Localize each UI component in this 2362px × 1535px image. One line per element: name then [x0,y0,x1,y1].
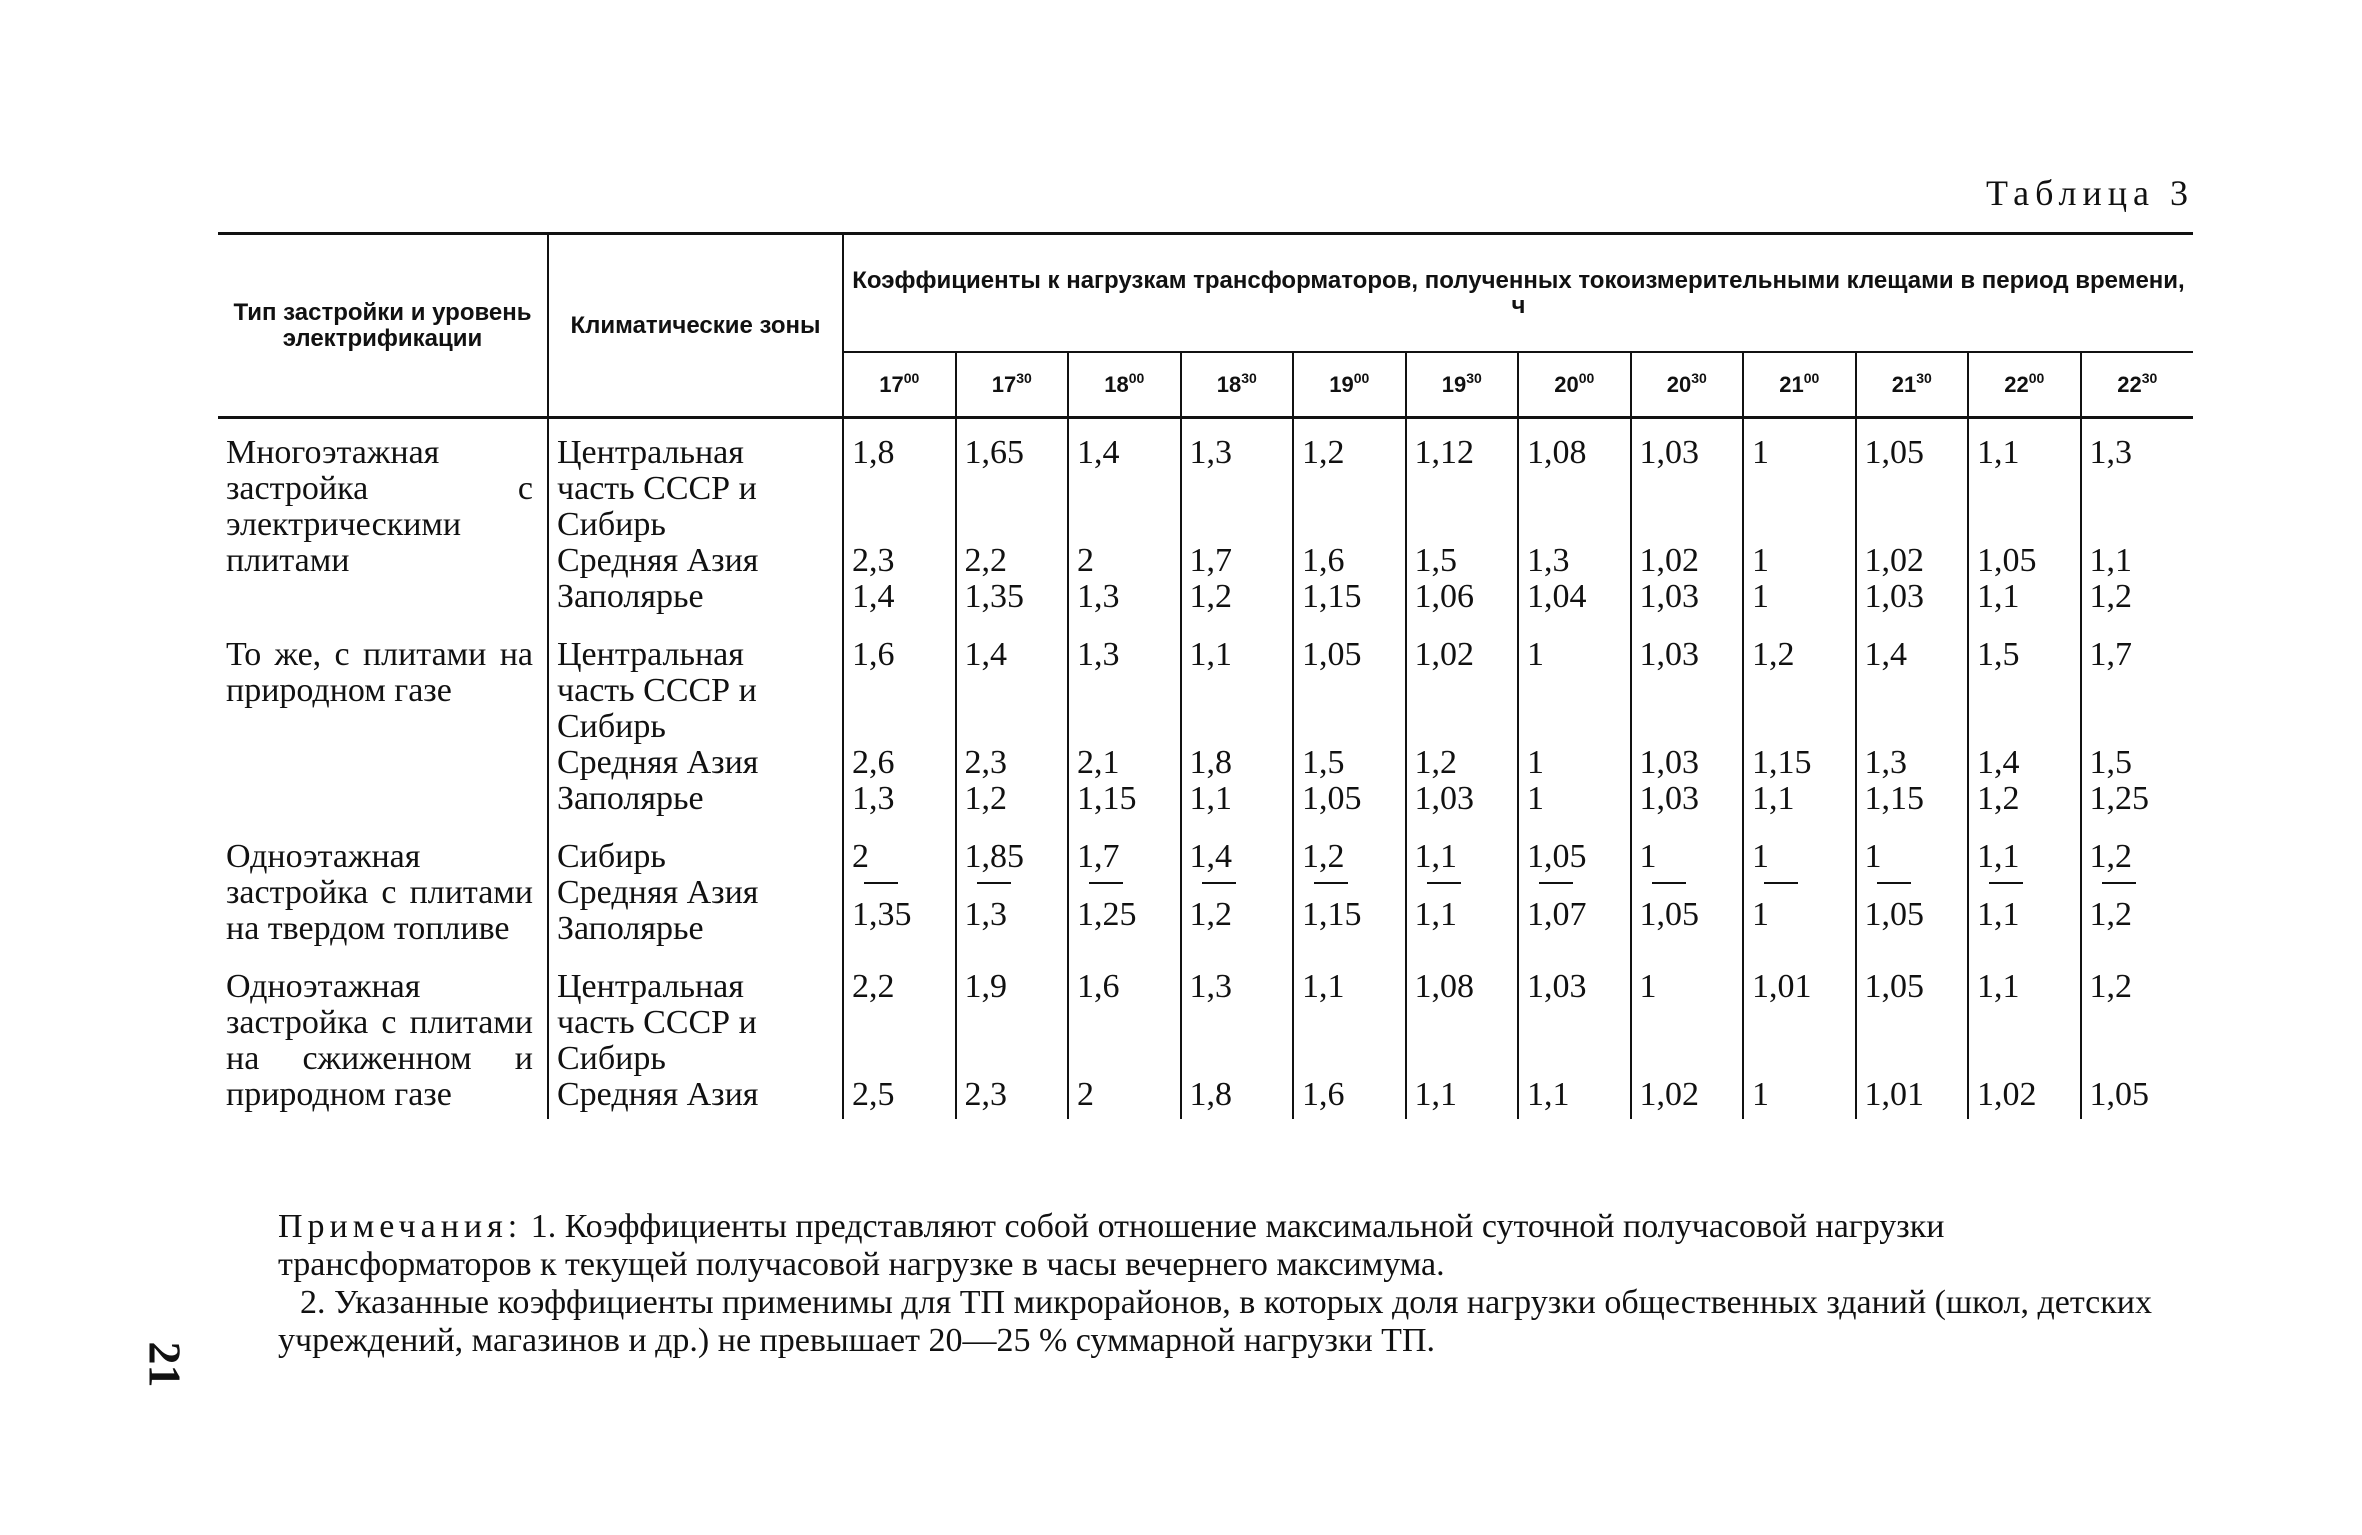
coefficient-value: 1,2 [2089,968,2132,1005]
coefficient-value: 1,1 [1414,838,1457,875]
coefficient-value: 1,12 [1414,434,1474,471]
coefficient-cell [956,418,1069,622]
dash-mark [1202,882,1236,884]
zone-label: Средняя Азия [557,542,759,579]
coefficient-cell [2081,823,2194,953]
minute-value: 00 [1578,369,1595,386]
coefficient-value: 1,1 [2089,542,2132,579]
coefficient-value: 1,6 [852,636,895,673]
coefficient-value: 1,3 [1189,434,1232,471]
header-hour-2000 [1518,352,1631,418]
coefficient-cell [1181,823,1294,953]
coefficient-value: 1,05 [1977,542,2037,579]
minute-value: 30 [1691,369,1707,386]
coefficient-value: 1,05 [2089,1076,2149,1113]
coefficient-value: 1 [1527,744,1544,781]
header-hour-2130 [1856,352,1969,418]
hour-value: 17 [879,371,904,397]
coefficient-value: 1,1 [1977,838,2020,875]
coefficient-value: 1,2 [2089,578,2132,615]
header-hour-2030 [1631,352,1744,418]
zone-label: Центральная часть СССР и Сибирь [557,636,757,745]
coefficient-cell [1406,953,1519,1119]
coefficient-value: 1,6 [1302,542,1345,579]
coefficient-value: 1,8 [1189,744,1232,781]
dash-mark [1539,882,1573,884]
coefficient-value: 1,1 [1189,780,1232,817]
zone-label: Центральная часть СССР и Сибирь [557,434,757,543]
coefficient-value: 1,3 [1189,968,1232,1005]
coefficient-cell [1068,823,1181,953]
zone-label: Сибирь [557,838,666,875]
coefficient-value: 1,08 [1414,968,1474,1005]
hour-value: 18 [1104,371,1129,397]
coefficient-value: 1,3 [852,780,895,817]
dash-mark [1089,882,1123,884]
coefficient-value: 1,4 [852,578,895,615]
coefficient-cell [843,953,956,1119]
minute-value: 00 [1803,369,1820,386]
header-building-type: Тип застройки и уровень электрификации [218,234,548,418]
coefficient-value: 1,03 [1864,578,1924,615]
coefficient-value: 1,35 [964,578,1024,615]
coefficient-value: 1,5 [2089,744,2132,781]
coefficient-value: 1,1 [1414,896,1457,933]
coefficient-cell [1743,953,1856,1119]
coefficient-cell [1518,418,1631,622]
coefficient-value: 1,15 [1302,578,1362,615]
note-1-text: 1. Коэффициенты представляют собой отношение максимальной суточной получасовой нагрузки трансформаторов к текущей получасовой нагрузке в часы вечернего максимума. [278,1208,1945,1283]
coefficient-value: 1,03 [1527,968,1587,1005]
coefficient-value: 1,9 [964,968,1007,1005]
coefficient-cell [1856,823,1969,953]
coefficient-cell [1406,621,1519,823]
coefficient-value: 1,03 [1639,636,1699,673]
zone-label: Средняя Азия [557,874,759,911]
header-hour-2200 [1968,352,2081,418]
dash-mark [864,882,898,884]
coefficient-value: 1,3 [1527,542,1570,579]
coefficient-value: 1,1 [1414,1076,1457,1113]
coefficients-table [218,232,2193,1119]
building-type-cell: То же, с плитами на природном газе [226,636,533,709]
coefficient-cell [2081,418,2194,622]
coefficient-value: 1,03 [1639,780,1699,817]
coefficient-value: 1 [1527,780,1544,817]
building-type-cell: Многоэтажная застройка с электрическими плитами [226,434,533,579]
coefficient-value: 2 [1077,1076,1094,1113]
coefficient-cell [1856,418,1969,622]
minute-value: 30 [1241,369,1257,386]
coefficient-value: 1 [1752,1076,1769,1113]
coefficient-value: 1,4 [1077,434,1120,471]
coefficient-value: 2 [1077,542,1094,579]
table-row [218,953,2193,1119]
hour-value: 18 [1216,371,1242,397]
coefficient-cell [1743,418,1856,622]
header-hour-1800 [1068,352,1181,418]
coefficient-cell [1293,621,1406,823]
minute-value: 00 [2028,369,2045,386]
climate-zone-cell [548,418,843,622]
coefficient-cell [1068,953,1181,1119]
coefficient-value: 1 [1752,896,1769,933]
coefficient-cell [1181,418,1294,622]
table-body [218,418,2193,1120]
hour-value: 22 [2004,371,2029,397]
coefficient-value: 1,3 [1864,744,1907,781]
coefficient-value: 1,03 [1639,578,1699,615]
dash-mark [1314,882,1348,884]
coefficient-cell [956,953,1069,1119]
coefficient-cell [1743,823,1856,953]
coefficient-value: 1,4 [1864,636,1907,673]
coefficient-value: 1,2 [1414,744,1457,781]
coefficient-value: 1,2 [1302,838,1345,875]
coefficient-value: 1,1 [1977,434,2020,471]
coefficient-value: 1 [1752,838,1769,875]
minute-value: 30 [1916,369,1932,386]
coefficient-value: 1,05 [1864,968,1924,1005]
coefficient-value: 1,5 [1302,744,1345,781]
coefficient-value: 2,5 [852,1076,895,1113]
note-2: 2. Указанные коэффициенты применимы для ТП микрорайонов, в которых доля нагрузки общественных зданий (школ, детских учреждений, магазинов и др.) не превышает 20—25 % суммарной нагрузки ТП. [278,1284,2152,1359]
coefficient-value: 1,01 [1752,968,1812,1005]
hour-value: 21 [1891,371,1917,397]
coefficient-value: 1,7 [1077,838,1120,875]
zone-label: Заполярье [557,910,704,947]
coefficient-value: 1,03 [1639,434,1699,471]
notes [278,1208,2198,1360]
coefficient-cell [1293,418,1406,622]
coefficient-value: 2,6 [852,744,895,781]
coefficient-cell [1631,418,1744,622]
coefficient-cell [2081,953,2194,1119]
dash-mark [2102,882,2136,884]
coefficient-value: 1,25 [1077,896,1137,933]
coefficient-value: 1,03 [1414,780,1474,817]
coefficient-cell [1856,953,1969,1119]
header-hour-2230 [2081,352,2194,418]
coefficient-value: 1,4 [1977,744,2020,781]
climate-zone-cell [548,953,843,1119]
coefficient-value: 1,2 [1977,780,2020,817]
coefficient-cell [1631,823,1744,953]
coefficient-value: 1,2 [2089,838,2132,875]
coefficient-value: 1,07 [1527,896,1587,933]
header-hour-1930 [1406,352,1519,418]
hour-value: 19 [1329,371,1354,397]
coefficient-value: 1,8 [1189,1076,1232,1113]
coefficient-value: 1,1 [1977,968,2020,1005]
coefficient-value: 1,2 [1302,434,1345,471]
coefficient-value: 1,7 [2089,636,2132,673]
coefficient-value: 1,3 [1077,578,1120,615]
coefficient-value: 1,35 [852,896,912,933]
dash-mark [1652,882,1686,884]
coefficient-value: 1,06 [1414,578,1474,615]
coefficient-value: 1,1 [1977,896,2020,933]
coefficient-value: 2 [852,838,869,875]
coefficient-value: 1,2 [2089,896,2132,933]
coefficient-value: 1,05 [1639,896,1699,933]
minute-value: 00 [1128,369,1145,386]
coefficient-value: 1 [1639,838,1657,875]
dash-mark [1764,882,1798,884]
header-hour-1730 [956,352,1069,418]
coefficient-value: 1,02 [1639,1076,1699,1113]
coefficient-cell [2081,621,2194,823]
coefficient-cell [1518,953,1631,1119]
coefficient-value: 1,05 [1527,838,1587,875]
zone-label: Средняя Азия [557,1076,759,1113]
coefficient-value: 2,2 [852,968,895,1005]
coefficient-value: 1,05 [1302,780,1362,817]
building-type-cell: Одноэтажная застройка с плитами на твердом топливе [226,838,533,947]
coefficient-value: 1,3 [2089,434,2132,471]
coefficient-value: 1,03 [1639,744,1699,781]
coefficient-cell [1968,621,2081,823]
table-row [218,418,2193,622]
coefficient-value: 1,05 [1864,896,1924,933]
coefficient-value: 1 [1527,636,1544,673]
dash-mark [1989,882,2023,884]
table-row [218,823,2193,953]
coefficient-value: 1,6 [1302,1076,1345,1113]
coefficient-value: 1,25 [2089,780,2149,817]
coefficient-cell [1631,621,1744,823]
coefficient-cell [1406,418,1519,622]
coefficient-value: 1,01 [1864,1076,1924,1113]
coefficient-value: 1,1 [1977,578,2020,615]
coefficient-value: 1,2 [1752,636,1795,673]
coefficient-value: 1,04 [1527,578,1587,615]
coefficient-value: 1,1 [1189,636,1232,673]
coefficient-value: 1,3 [964,896,1007,933]
building-type-cell: Одноэтажная застройка с плитами на сжиженном и природном газе [226,968,533,1113]
coefficient-cell [1181,621,1294,823]
minute-value: 00 [1353,369,1370,386]
minute-value: 30 [2141,369,2158,386]
coefficient-value: 1,3 [1077,636,1120,673]
zone-label: Заполярье [557,780,704,817]
coefficient-value: 1,65 [964,434,1024,471]
coefficient-value: 1,02 [1639,542,1699,579]
coefficient-value: 1 [1752,542,1769,579]
coefficient-value: 2,1 [1077,744,1120,781]
header-hour-1830 [1181,352,1294,418]
header-hour-2100 [1743,352,1856,418]
coefficient-value: 1,2 [1189,578,1232,615]
coefficient-cell [1181,953,1294,1119]
coefficient-cell [1518,823,1631,953]
coefficient-value: 1,05 [1864,434,1924,471]
hour-value: 17 [991,371,1017,397]
minute-value: 00 [903,369,920,386]
coefficient-value: 1,02 [1864,542,1924,579]
dash-mark [1877,882,1911,884]
coefficient-value: 1,85 [964,838,1024,875]
coefficient-value: 1 [1864,838,1882,875]
coefficient-cell [1631,953,1744,1119]
coefficient-value: 1,7 [1189,542,1232,579]
coefficient-value: 1,02 [1414,636,1474,673]
coefficient-value: 1,08 [1527,434,1587,471]
hour-value: 20 [1554,371,1579,397]
coefficient-cell [843,418,956,622]
coefficient-value: 1,15 [1302,896,1362,933]
coefficient-value: 1,8 [852,434,895,471]
coefficient-value: 1,4 [964,636,1007,673]
coefficient-value: 2,2 [964,542,1007,579]
coefficient-cell [956,621,1069,823]
header-climate-zone: Климатические зоны [548,234,843,418]
coefficient-value: 1,15 [1752,744,1812,781]
coefficient-cell [1293,823,1406,953]
hour-value: 19 [1441,371,1467,397]
coefficient-cell [1743,621,1856,823]
coefficient-cell [1293,953,1406,1119]
coefficient-cell [1068,418,1181,622]
coefficient-value: 2,3 [852,542,895,579]
coefficient-value: 1 [1752,578,1769,615]
header-hour-1900 [1293,352,1406,418]
coefficient-value: 1,4 [1189,838,1232,875]
table-caption: Таблица 3 [1986,173,2194,213]
coefficient-value: 1,6 [1077,968,1120,1005]
coefficient-value: 1,02 [1977,1076,2037,1113]
zone-label: Средняя Азия [557,744,759,781]
coefficient-cell [1518,621,1631,823]
climate-zone-cell [548,823,843,953]
coefficient-value: 1,5 [1977,636,2020,673]
note-1 [278,1208,2198,1284]
coefficient-value: 1 [1752,434,1769,471]
coefficients-table-container [218,232,2193,1119]
coefficient-value: 1,1 [1752,780,1795,817]
coefficient-cell [956,823,1069,953]
coefficient-value: 2,3 [964,1076,1007,1113]
minute-value: 30 [1466,369,1482,386]
zone-label: Заполярье [557,578,704,615]
coefficient-value: 1,2 [1189,896,1232,933]
coefficient-value: 1,05 [1302,636,1362,673]
coefficient-cell [843,823,956,953]
page-number: 21 [139,1341,191,1388]
climate-zone-cell [548,621,843,823]
coefficient-cell [1968,823,2081,953]
coefficient-value: 1,5 [1414,542,1457,579]
zone-label: Центральная часть СССР и Сибирь [557,968,757,1077]
minute-value: 30 [1016,369,1032,386]
header-hour-1700 [843,352,956,418]
coefficient-value: 1,1 [1302,968,1345,1005]
coefficient-cell [1968,953,2081,1119]
table-row [218,621,2193,823]
coefficient-value: 1,1 [1527,1076,1570,1113]
coefficient-cell [843,621,956,823]
coefficient-cell [1068,621,1181,823]
dash-mark [1427,882,1461,884]
dash-mark [977,882,1011,884]
coefficient-cell [1856,621,1969,823]
coefficient-value: 1,2 [964,780,1007,817]
hour-value: 21 [1779,371,1804,397]
coefficient-value: 1 [1639,968,1657,1005]
hour-value: 20 [1666,371,1692,397]
coefficient-value: 1,15 [1864,780,1924,817]
coefficient-cell [1406,823,1519,953]
notes-title: Примечания: [278,1208,523,1245]
coefficient-cell [1968,418,2081,622]
hour-value: 22 [2117,371,2142,397]
header-coefficients: Коэффициенты к нагрузкам трансформаторов, полученных токоизмерительными клещами в период времени, ч [843,234,2193,353]
coefficient-value: 1,15 [1077,780,1137,817]
coefficient-value: 2,3 [964,744,1007,781]
